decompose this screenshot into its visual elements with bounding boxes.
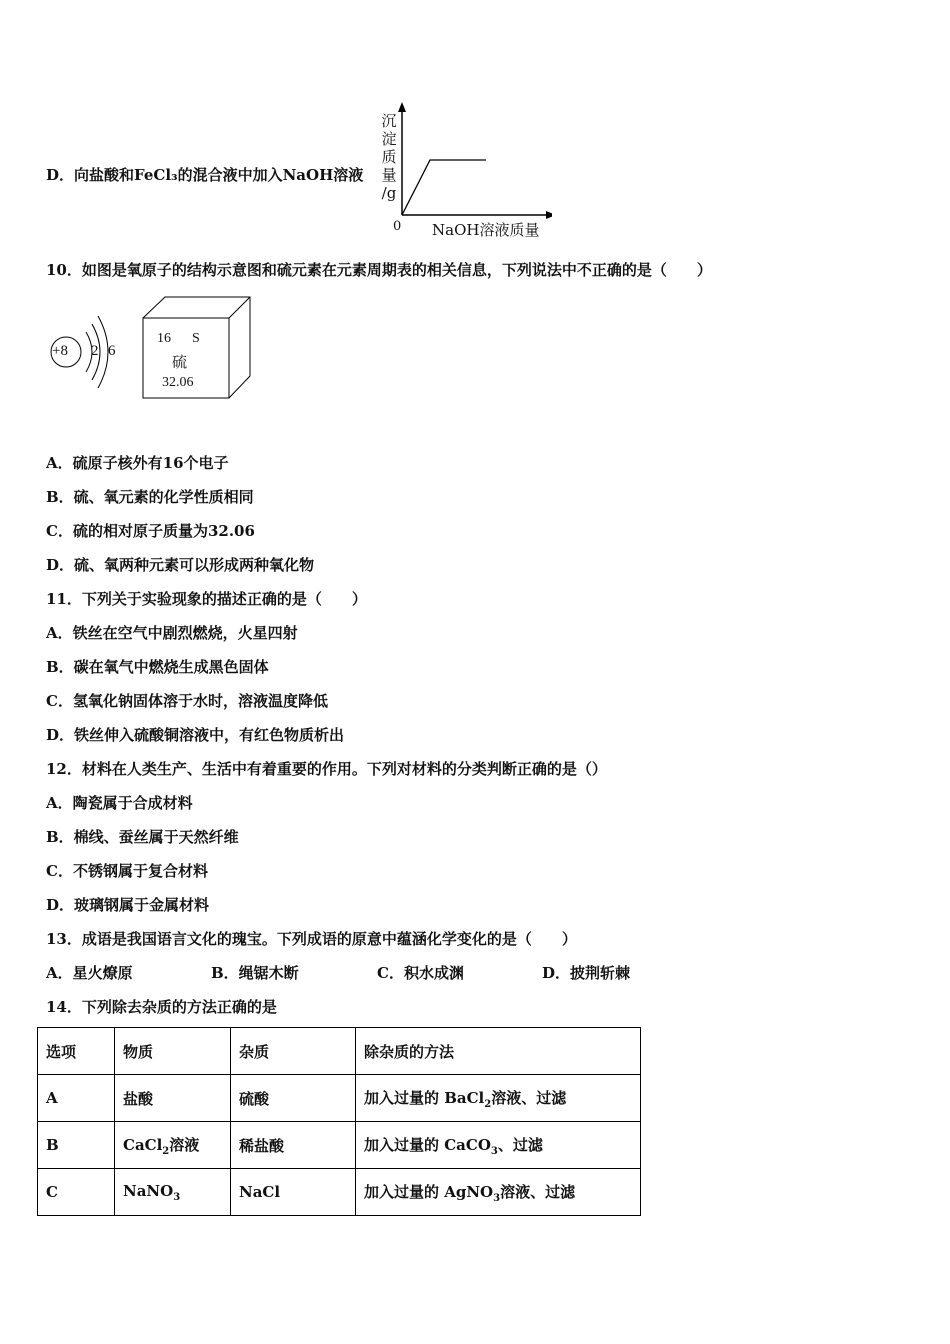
graph-x-label: NaOH溶液质量 [432,221,540,239]
row-impurity: 稀盐酸 [231,1122,356,1169]
q12-option-d: D．玻璃钢属于金属材料 [46,896,210,914]
x-axis-arrow [546,211,552,219]
row-substance: CaCl$_2$溶液 [115,1122,231,1169]
q13-option-c: C．积水成渊 [377,964,464,982]
q13-option-d: D．披荆斩棘 [542,964,631,982]
row-substance: NaNO$_3$ [115,1169,231,1216]
q12-option-a: A．陶瓷属于合成材料 [46,794,193,812]
header-impurity: 杂质 [231,1028,356,1075]
q13-option-b: B．绳锯木断 [211,964,299,982]
q12-option-c: C．不锈钢属于复合材料 [46,862,208,880]
q13-stem: 13．成语是我国语言文化的瑰宝。下列成语的原意中蕴涵化学变化的是（ ） [46,930,577,948]
q11-option-c: C．氢氧化钠固体溶于水时，溶液温度降低 [46,692,328,710]
q10-option-b: B．硫、氧元素的化学性质相同 [46,488,254,506]
q12-stem: 12．材料在人类生产、生活中有着重要的作用。下列对材料的分类判断正确的是（） [46,760,607,778]
table-row [38,1075,641,1122]
atom-nucleus: +8 [52,343,68,359]
q11-option-b: B．碳在氧气中燃烧生成黑色固体 [46,658,269,676]
q11-option-a: A．铁丝在空气中剧烈燃烧，火星四射 [46,624,298,642]
element-name: 硫 [172,355,188,371]
header-substance: 物质 [115,1028,231,1075]
impurity-table [37,1027,641,1216]
table-row [38,1169,641,1216]
atom-shell-1: 2 [91,343,99,359]
q12-option-b: B．棉线、蚕丝属于天然纤维 [46,828,239,846]
table-row [38,1122,641,1169]
row-method: 加入过量的 CaCO$_3$、过滤 [356,1122,641,1169]
element-symbol: S [192,331,200,346]
header-option: 选项 [38,1028,115,1075]
row-method: 加入过量的 AgNO$_3$溶液、过滤 [356,1169,641,1216]
precipitate-curve [402,160,486,215]
element-mass: 32.06 [162,375,194,390]
element-number: 16 [157,331,171,346]
header-method: 除杂质的方法 [356,1028,641,1075]
row-option: B [38,1122,115,1169]
row-impurity: 硫酸 [231,1075,356,1122]
row-option: A [38,1075,115,1122]
row-substance: 盐酸 [115,1075,231,1122]
graph-origin: 0 [393,219,402,234]
q10-option-d: D．硫、氧两种元素可以形成两种氧化物 [46,556,315,574]
q11-option-d: D．铁丝伸入硫酸铜溶液中，有红色物质析出 [46,726,345,744]
q10-option-a: A．硫原子核外有16个电子 [46,454,229,472]
y-axis-arrow [398,102,406,112]
element-card [140,296,252,400]
q9-option-d: D．向盐酸和FeCl₃的混合液中加入NaOH溶液 [46,166,364,184]
table-header-row [38,1028,641,1075]
q10-stem: 10．如图是氧原子的结构示意图和硫元素在元素周期表的相关信息，下列说法中不正确的是（ ） [46,261,712,279]
q13-option-a: A．星火燎原 [46,964,133,982]
q14-stem: 14．下列除去杂质的方法正确的是 [46,998,277,1016]
graph-y-label: 沉 淀 质 量 /g [381,112,397,202]
q10-option-c: C．硫的相对原子质量为32.06 [46,522,255,540]
row-method: 加入过量的 BaCl$_2$溶液、过滤 [356,1075,641,1122]
row-option: C [38,1169,115,1216]
q11-stem: 11．下列关于实验现象的描述正确的是（ ） [46,590,367,608]
row-impurity: NaCl [231,1169,356,1216]
atom-shell-2: 6 [108,343,116,359]
